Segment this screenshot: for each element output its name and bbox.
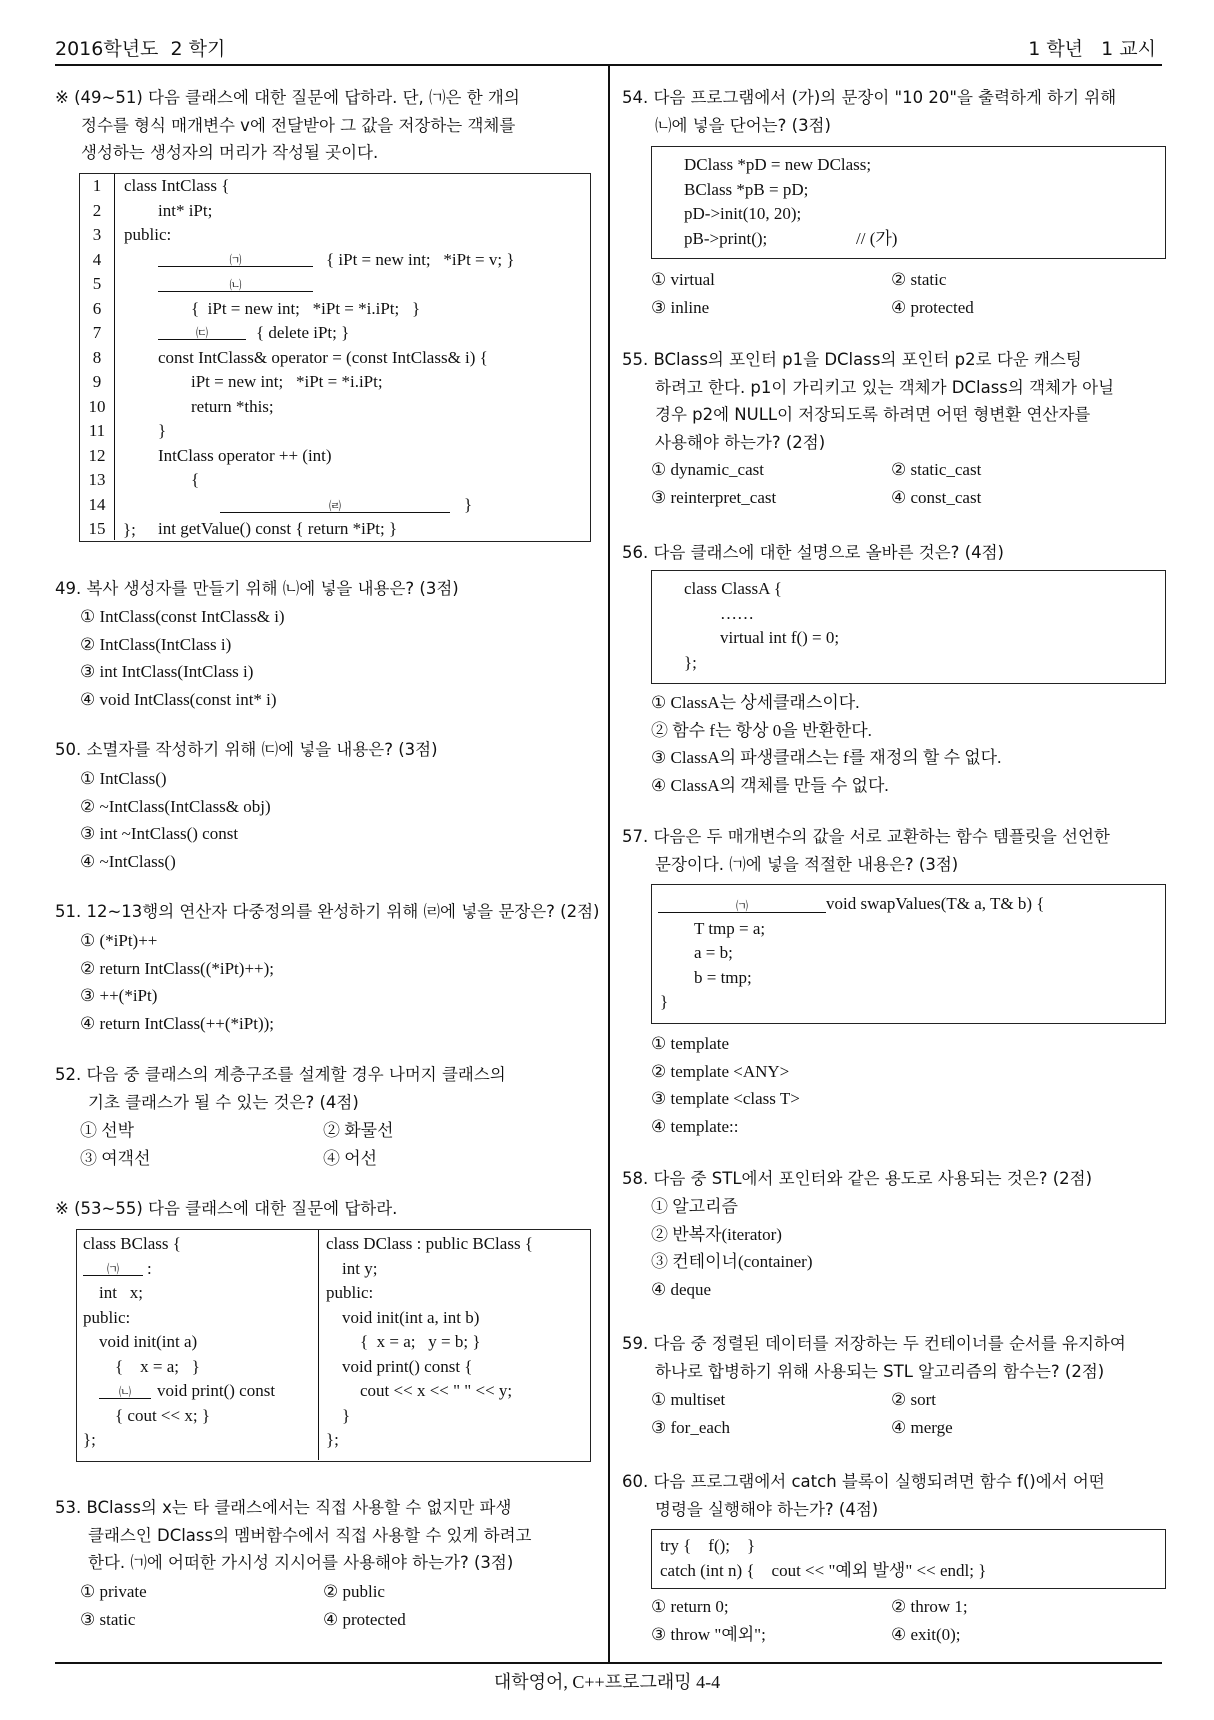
line-number: 3 xyxy=(92,225,102,244)
q51-options xyxy=(80,927,274,1037)
option: ① ClassA는 상세클래스이다. xyxy=(651,693,860,712)
line-number: 1 xyxy=(92,176,102,195)
line-number: 11 xyxy=(88,421,106,440)
dclass-line: public: xyxy=(326,1283,374,1302)
q57-blank-label: ㈀ xyxy=(735,899,748,913)
dclass-line: cout << x << " " << y; xyxy=(360,1381,513,1400)
bclass-line: }; xyxy=(83,1430,96,1449)
option: ③ int ~IntClass() const xyxy=(80,824,239,843)
option: ④ void IntClass(const int* i) xyxy=(80,689,277,709)
q56-code-box xyxy=(651,570,1166,684)
bclass-blank-a-label: ㈀ xyxy=(106,1262,119,1276)
code-line: BClass *pB = pD; xyxy=(684,179,809,199)
intclass-code-box xyxy=(79,173,591,542)
q60-options xyxy=(651,1593,1151,1648)
line-number: 4 xyxy=(92,249,102,269)
option: ④ protected xyxy=(891,297,974,317)
bclass-line: void print() const xyxy=(157,1381,276,1400)
option: ① virtual xyxy=(651,270,715,289)
q55-options xyxy=(651,456,1151,511)
code-line: try { f(); } xyxy=(660,1536,756,1555)
code-line: { iPt = new int; *iPt = *i.iPt; } xyxy=(191,298,421,318)
bclass-line: void init(int a) xyxy=(99,1332,198,1351)
q60-code-box xyxy=(651,1529,1166,1589)
q59-question: 59. 다음 중 정렬된 데이터를 저장하는 두 컨테이너를 순서를 유지하여 하나로 합병하기 위해 사용되는 STL 알고리즘의 함수는? (2점) xyxy=(622,1334,1126,1381)
q57-options xyxy=(651,1030,800,1140)
bclass-line: { x = a; } xyxy=(115,1356,200,1376)
code-line: a = b; xyxy=(694,943,733,962)
class-definitions-box xyxy=(76,1229,591,1462)
option: ② 화물선 xyxy=(323,1121,394,1140)
option: ③ 컨테이너(container) xyxy=(651,1252,813,1271)
code-line: { iPt = new int; *iPt = v; } xyxy=(326,249,515,269)
footer-text: 대학영어, C++프로그래밍 4-4 xyxy=(493,1672,721,1692)
option: ④ ClassA의 객체를 만들 수 없다. xyxy=(651,775,889,795)
q51-question: 51. 12~13행의 연산자 다중정의를 완성하기 위해 ㈃에 넣을 문장은? (2점) xyxy=(55,902,600,921)
code-line-15: }; xyxy=(123,520,136,539)
q52-options xyxy=(80,1117,580,1172)
option: ③ 여객선 xyxy=(80,1148,151,1168)
dclass-line: class DClass : public BClass { xyxy=(326,1234,533,1253)
dclass-line: void print() const { xyxy=(342,1356,473,1376)
dclass-line: int y; xyxy=(342,1258,378,1278)
q52-question: 52. 다음 중 클래스의 계층구조를 설계할 경우 나머지 클래스의 기초 클래스가 될 수 있는 것은? (4점) xyxy=(55,1065,506,1112)
code-line: pB->print(); xyxy=(684,228,768,248)
option: ③ throw "예외"; xyxy=(651,1624,766,1644)
q49-options xyxy=(80,603,285,713)
bclass-line: { cout << x; } xyxy=(115,1405,210,1425)
code-line: iPt = new int; *iPt = *i.iPt; xyxy=(191,372,383,391)
code-line: class IntClass { xyxy=(124,176,230,195)
q54-options xyxy=(651,266,1151,321)
option: ① template xyxy=(651,1034,730,1053)
q53-question: 53. BClass의 x는 타 클래스에서는 직접 사용할 수 없지만 파생 클래스인 DClass의 멤버함수에서 직접 사용할 수 있게 하려고 한다. ㈀에 어떠한 가시성 지시어를 사용해야 하는가? (3점) xyxy=(55,1498,532,1572)
option: ② public xyxy=(323,1582,385,1601)
q57-question: 57. 다음은 두 매개변수의 값을 서로 교환하는 함수 템플릿을 선언한 문장이다. ㈀에 넣을 적절한 내용은? (3점) xyxy=(622,827,1110,874)
q58-question: 58. 다음 중 STL에서 포인터와 같은 용도로 사용되는 것은? (2점) xyxy=(622,1169,1093,1188)
option: ① (*iPt)++ xyxy=(80,931,158,950)
option: ③ static xyxy=(80,1609,136,1629)
q56-options xyxy=(651,689,1001,799)
bclass-line: class BClass { xyxy=(83,1234,181,1253)
option: ② sort xyxy=(891,1390,936,1409)
exam-grade-period: 1 학년 1 교시 xyxy=(1028,38,1156,60)
option: ④ const_cast xyxy=(891,487,982,507)
q57-code-box xyxy=(651,884,1166,1024)
section1-intro: ※ (49~51) 다음 클래스에 대한 질문에 답하라. 단, ㈀은 한 개의 정수를 형식 매개변수 v에 전달받아 그 값을 저장하는 객체를 생성하는 생성자의 머리가 작성될 곳이다. xyxy=(55,88,520,162)
code-line: { xyxy=(191,470,200,489)
blank-a-label: ㈀ xyxy=(229,253,242,267)
option: ③ reinterpret_cast xyxy=(651,487,777,507)
option: ③ template <class T> xyxy=(651,1089,800,1108)
dclass-line: void init(int a, int b) xyxy=(342,1307,480,1327)
option: ④ merge xyxy=(891,1417,953,1437)
option: ② 반복자(iterator) xyxy=(651,1224,782,1244)
option: ① dynamic_cast xyxy=(651,460,764,479)
code-line: catch (int n) { cout << "예외 발생" << endl; } xyxy=(660,1561,987,1580)
line-number: 2 xyxy=(92,200,102,220)
option: ① multiset xyxy=(651,1390,726,1409)
line-number: 14 xyxy=(88,494,106,514)
line-number-divider xyxy=(114,174,115,540)
code-line: int getValue() const { return *iPt; } xyxy=(158,519,398,538)
q59-options xyxy=(651,1386,1151,1441)
option: ② static_cast xyxy=(891,460,982,479)
blank-c-label: ㈂ xyxy=(195,326,208,340)
dclass-line: } xyxy=(342,1405,351,1425)
option: ① IntClass(const IntClass& i) xyxy=(80,607,285,626)
bclass-line: int x; xyxy=(99,1283,143,1302)
dclass-line: }; xyxy=(326,1430,339,1449)
option: ③ ++(*iPt) xyxy=(80,986,158,1005)
bclass-blank-b-label: ㈁ xyxy=(118,1385,131,1399)
code-line: return *this; xyxy=(191,396,274,416)
option: ④ protected xyxy=(323,1609,406,1629)
option: ④ template:: xyxy=(651,1116,739,1136)
option: ③ for_each xyxy=(651,1417,730,1437)
option: ④ ~IntClass() xyxy=(80,851,176,871)
bclass-line: : xyxy=(147,1258,152,1278)
q58-options xyxy=(651,1193,813,1303)
q53-options xyxy=(80,1578,580,1633)
footer-rule xyxy=(55,1662,1162,1664)
line-number: 7 xyxy=(92,323,102,342)
option: ② template <ANY> xyxy=(651,1061,790,1081)
option: ④ 어선 xyxy=(323,1148,378,1168)
column-divider xyxy=(608,64,610,1662)
option: ③ inline xyxy=(651,297,710,317)
exam-term: 2016학년도 2 학기 xyxy=(55,38,226,60)
q56-question: 56. 다음 클래스에 대한 설명으로 올바른 것은? (4점) xyxy=(622,543,1004,562)
line-number: 15 xyxy=(88,519,106,538)
blank-d-label: ㈃ xyxy=(328,499,341,513)
q50-options xyxy=(80,765,271,875)
option: ④ deque xyxy=(651,1279,712,1299)
line-number: 8 xyxy=(92,347,102,367)
code-line: } xyxy=(158,421,167,440)
code-line: } xyxy=(660,992,669,1011)
option: ② static xyxy=(891,270,947,289)
class-box-divider xyxy=(318,1230,319,1460)
code-line: void swapValues(T& a, T& b) { xyxy=(826,894,1045,913)
q54-code-box xyxy=(651,146,1166,259)
code-line: public: xyxy=(124,225,172,244)
code-line: const IntClass& operator = (const IntClass& i) { xyxy=(158,347,488,367)
code-line: class ClassA { xyxy=(684,579,782,598)
code-line: b = tmp; xyxy=(694,967,752,987)
q54-question: 54. 다음 프로그램에서 (가)의 문장이 "10 20"을 출력하게 하기 위해 ㈁에 넣을 단어는? (3점) xyxy=(622,88,1117,135)
line-number: 9 xyxy=(92,372,102,391)
dclass-line: { x = a; y = b; } xyxy=(360,1332,481,1351)
code-line: virtual int f() = 0; xyxy=(720,628,840,647)
code-line: T tmp = a; xyxy=(694,918,766,938)
option: ① return 0; xyxy=(651,1597,729,1616)
q55-question: 55. BClass의 포인터 p1을 DClass의 포인터 p2로 다운 캐스팅 하려고 한다. p1이 가리키고 있는 객체가 DClass의 객체가 아닐 경우 p2에 NULL이 저장되도록 하려면 어떤 형변환 연산자를 사용해야 하는가? (2점) xyxy=(622,350,1115,452)
code-line: DClass *pD = new DClass; xyxy=(684,155,872,174)
blank-b-label: ㈁ xyxy=(229,278,242,292)
code-line: } xyxy=(464,494,473,514)
line-number: 13 xyxy=(88,470,106,489)
option: ② IntClass(IntClass i) xyxy=(80,634,232,654)
option: ② throw 1; xyxy=(891,1597,968,1616)
option: ② ~IntClass(IntClass& obj) xyxy=(80,796,271,816)
code-line: …… xyxy=(720,603,754,623)
code-line: { delete iPt; } xyxy=(256,323,350,342)
option: ③ ClassA의 파생클래스는 f를 재정의 할 수 없다. xyxy=(651,748,1002,767)
option: ① 알고리즘 xyxy=(651,1197,738,1216)
code-comment: // (가) xyxy=(856,228,898,248)
option: ④ exit(0); xyxy=(891,1624,961,1644)
line-number: 6 xyxy=(92,298,102,318)
option: ① IntClass() xyxy=(80,769,167,788)
line-number: 12 xyxy=(88,445,106,465)
q49-question: 49. 복사 생성자를 만들기 위해 ㈁에 넣을 내용은? (3점) xyxy=(55,579,459,598)
line-number: 5 xyxy=(92,274,102,293)
code-line: }; xyxy=(684,652,697,672)
option: ③ int IntClass(IntClass i) xyxy=(80,662,254,681)
code-line: int* iPt; xyxy=(158,200,213,220)
q60-question: 60. 다음 프로그램에서 catch 블록이 실행되려면 함수 f()에서 어떤 명령을 실행해야 하는가? (4점) xyxy=(622,1472,1105,1519)
option: ② 함수 f는 항상 0을 반환한다. xyxy=(651,720,872,740)
option: ① private xyxy=(80,1582,147,1601)
code-line: IntClass operator ++ (int) xyxy=(158,445,332,465)
option: ④ return IntClass(++(*iPt)); xyxy=(80,1013,274,1033)
bclass-line: public: xyxy=(83,1307,131,1327)
code-line: pD->init(10, 20); xyxy=(684,204,802,223)
section2-intro: ※ (53~55) 다음 클래스에 대한 질문에 답하라. xyxy=(55,1199,398,1218)
q50-question: 50. 소멸자를 작성하기 위해 ㈂에 넣을 내용은? (3점) xyxy=(55,740,438,759)
line-number: 10 xyxy=(88,396,106,416)
option: ② return IntClass((*iPt)++); xyxy=(80,958,274,978)
option: ① 선박 xyxy=(80,1121,135,1140)
